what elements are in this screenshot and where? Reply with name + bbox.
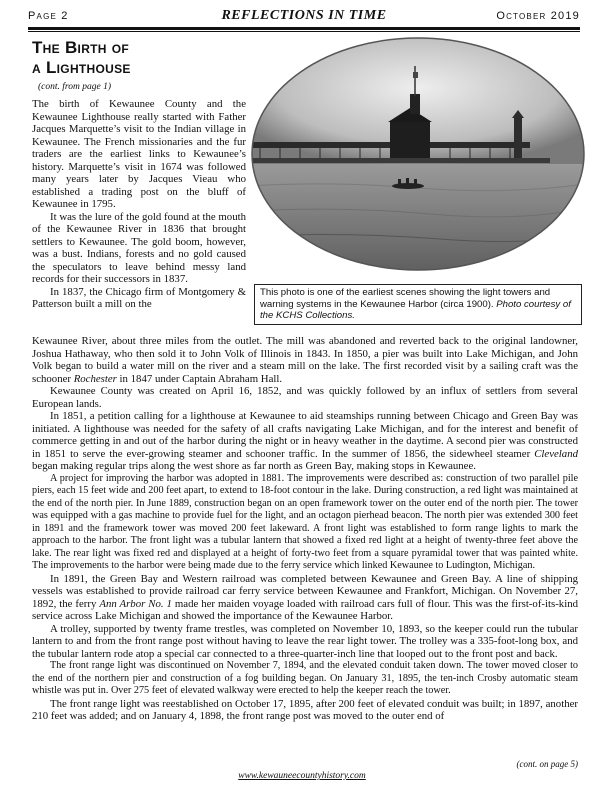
article-title: [32, 38, 232, 78]
paragraph-5-end: began making regular trips along the west shore as far north as Green Bay, making stops in Kewaunee.: [32, 460, 476, 472]
header-rule-thin: [28, 31, 580, 32]
newsletter-title: REFLECTIONS IN TIME: [221, 8, 387, 23]
paragraph-6: A project for improving the harbor was adopted in 1881. The improvements were described as: construction of two parallel pile piers, each 15 feet wide and 200 feet apart, to extend to 18-foot contour in the lake. During construction, a red light was maintained at the end of the north pier. In June 1889, construction began on an open framework tower on the outer end of the north pier. The tower was equipped with a gas machine to provide fuel for the light, and an octagon pierhead beacon. The north pier was extended 300 feet in 1891 and the framework tower was moved 200 feet lakeward. A front light was established to form range lights to mark the approach to the harbor. The front light was a tubular lantern that showed a fixed red light at a height of twenty-three feet above the lake. The rear light was fixed red and displayed at a height of forty-two feet from a square pyramidal tower that was painted white. The improvements to the harbor were being made due to the ferry service which linked Kewaunee to Ludington, Michigan.: [32, 472, 578, 571]
paragraph-2: It was the lure of the gold found at the mouth of the Kewaunee River in 1836 that brought settlers to Kewaunee. The gold boom, however, was a bust. Indians, forests and no gold caused the speculators to leave behind messy land records for their successors in 1837.: [32, 210, 246, 285]
issue-date: October 2019: [496, 10, 580, 22]
paragraph-1: The birth of Kewaunee County and the Kewaunee Lighthouse really started with Father Jacques Marquette’s visit to the Indian village in Kewaunee. The French missionaries and the fur traders are the earliest links to Kewaunee’s history. Marquette’s visit in 1674 was followed many years later by Jacques Vieau who established a trading post on the bluff of Kewaunee in 1795.: [32, 98, 246, 210]
paragraph-7: [32, 573, 578, 623]
left-column-text: [32, 98, 246, 311]
continued-on-note: (cont. on page 5): [516, 759, 578, 769]
continued-from-note: (cont. from page 1): [38, 82, 111, 92]
paragraph-7-start: In 1891, the Green Bay and Western railroad was completed between Kewaunee and Green Bay. A line of shipping vessels was established to provide railroad car ferry service between Kewaunee and Frankfort, Michigan. On November 27, 1892, the ferry: [32, 572, 578, 610]
ship-cleveland: Cleveland: [534, 447, 578, 460]
paragraph-7-end: made her maiden voyage loaded with railroad cars full of flour. This was the first-of-its-kind service across Lake Michigan and showed the importance of the Kewaunee Harbor.: [32, 597, 578, 622]
paragraph-8: A trolley, supported by twenty frame trestles, was completed on November 10, 1893, so the keeper could run the tubular lantern to and from the front range post without having to leave the rear light tower. The trolley was a 335-foot-long box, and the tubular lantern rode atop a special car connected to a three-quarter-inch line that looped out to the front post and back.: [32, 622, 578, 660]
paragraph-9: The front range light was discontinued on November 7, 1894, and the elevated conduit taken down. The tower moved closer to the end of the northern pier and construction of a fog building began. On January 31, 1895, the ten-inch Crosby automatic steam whistle was put in. Over 275 feet of elevated walkway were erected to help the keeper reach the tower.: [32, 660, 578, 696]
page-header: [28, 8, 580, 26]
photo-caption-text: This photo is one of the earliest scenes showing the light towers and warning systems in the Kewaunee Harbor (circa 1900).: [260, 287, 551, 310]
page-number: Page 2: [28, 10, 69, 22]
paragraph-3-continued: [32, 335, 578, 385]
photo-caption: [254, 284, 582, 325]
paragraph-3-end: in 1847 under Captain Abraham Hall.: [116, 372, 283, 385]
full-width-text: [32, 335, 578, 723]
article-title-line1: The Birth of: [32, 38, 130, 57]
ship-ann-arbor: Ann Arbor No. 1: [99, 597, 172, 610]
footer-website-link[interactable]: www.kewauneecountyhistory.com: [238, 771, 366, 781]
lighthouse-photo: [250, 36, 586, 272]
paragraph-10: The front range light was reestablished on October 17, 1895, after 200 feet of elevated conduit was built; in 1897, another 210 feet was added; and on January 4, 1898, the front range post was moved to the outer end of: [32, 697, 578, 722]
paragraph-3-continued-text: Kewaunee River, about three miles from the outlet. The mill was abandoned and reverted back to the original landowner, Joshua Hathaway, who then sold it to John Volk of Illinois in 1843. In 1850, a pier was built into Lake Michigan, and John Volk began to build a water mill on the river and a steam mill on the lake. The first recorded visit by a sailing craft was the schooner: [32, 335, 578, 385]
paragraph-5-start: In 1851, a petition calling for a lighthouse at Kewaunee to aid steamships running between Chicago and Green Bay was initiated. A lighthouse was needed for the safety of all crafts navigating Lake Michigan, and for the interest and benefit of commerce getting in and out of the harbor during the night or in heavy weather in the daytime. A second pier was constructed in 1851 to serve the ever-growing steamer and schooner traffic. In the summer of 1856, the sidewheel steamer: [32, 410, 578, 460]
paragraph-5: [32, 410, 578, 473]
ship-rochester: Rochester: [73, 372, 117, 385]
paragraph-4: Kewaunee County was created on April 16, 1852, and was quickly followed by an influx of settlers from several European lands.: [32, 385, 578, 410]
photo-credit: Photo courtesy of the KCHS Collections.: [260, 298, 571, 321]
paragraph-3-start: In 1837, the Chicago firm of Montgomery & Patterson built a mill on the: [32, 285, 246, 310]
article-title-line2: a Lighthouse: [32, 58, 131, 77]
header-rule-thick: [28, 27, 580, 30]
